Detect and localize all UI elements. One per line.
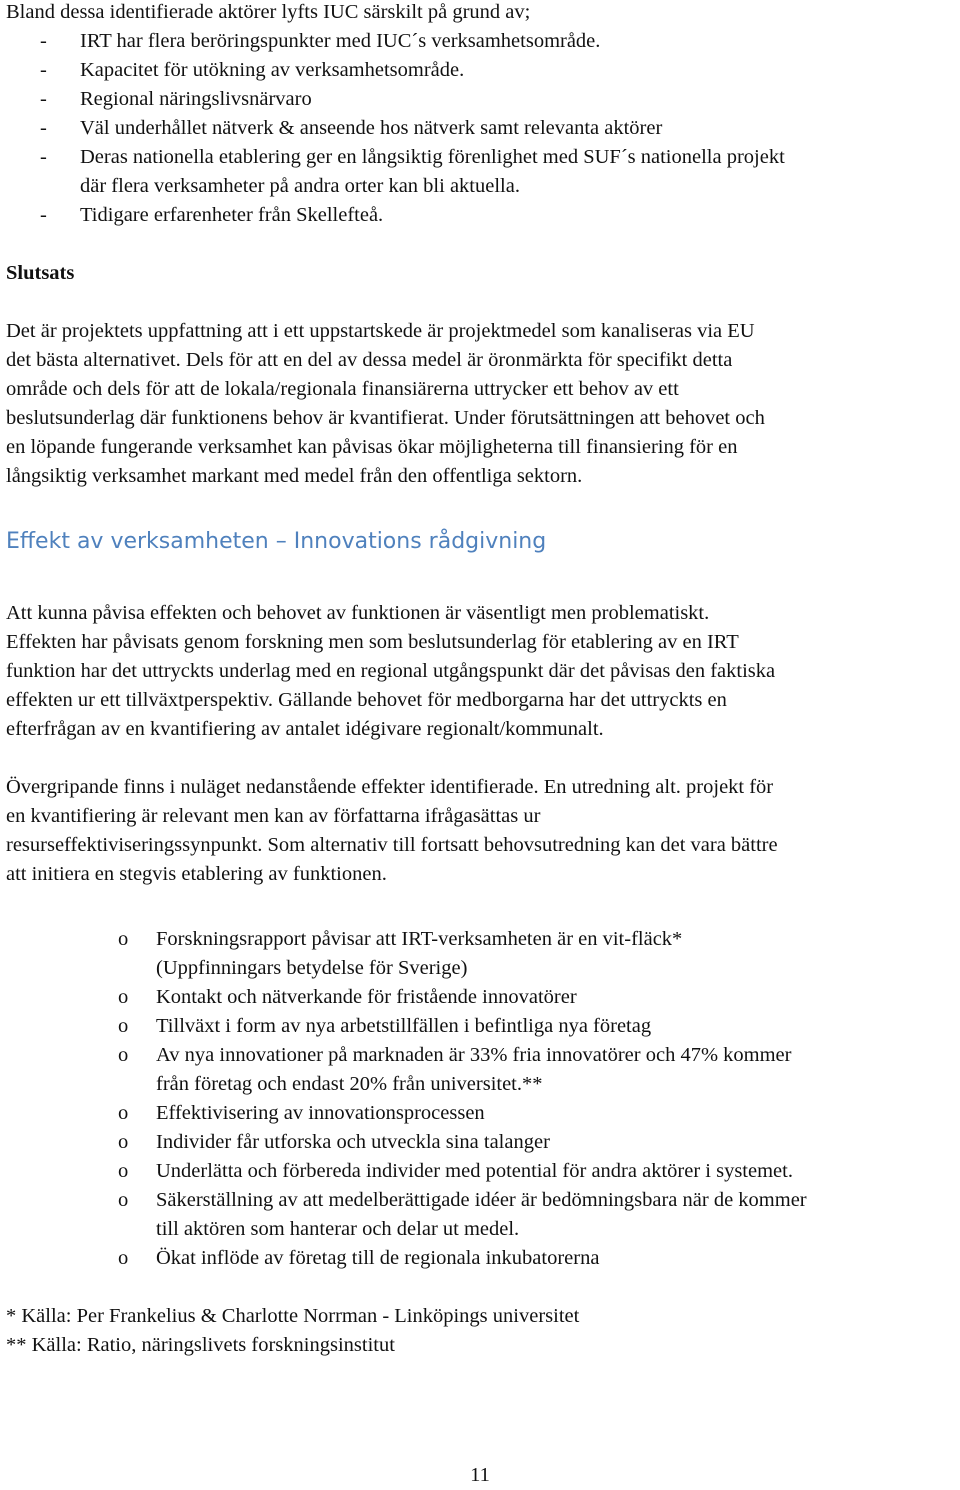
bullet-marker: o [118, 1131, 129, 1153]
dash-marker: - [40, 59, 47, 81]
intro-item-text: Deras nationella etablering ger en långsiktig förenlighet med SUF´s nationella projekt [80, 146, 785, 168]
bullet-marker: o [118, 1015, 129, 1037]
bullet-text: Effektivisering av innovationsprocessen [156, 1102, 485, 1124]
paragraph-line: långsiktig verksamhet markant med medel från den offentliga sektorn. [6, 465, 583, 487]
bullet-marker: o [118, 1247, 129, 1269]
paragraph-line: Övergripande finns i nuläget nedanstående effekter identifierade. En utredning alt. projekt för [6, 776, 774, 798]
bullet-marker: o [118, 928, 129, 950]
bullet-text: från företag och endast 20% från universitet.** [156, 1073, 543, 1095]
bullet-text: (Uppfinningars betydelse för Sverige) [156, 957, 468, 979]
paragraph-line: att initiera en stegvis etablering av funktionen. [6, 863, 387, 885]
paragraph-line: Det är projektets uppfattning att i ett uppstartskede är projektmedel som kanaliseras via EU [6, 320, 755, 342]
bullet-marker: o [118, 1102, 129, 1124]
bullet-marker: o [118, 1160, 129, 1182]
bullet-text: Tillväxt i form av nya arbetstillfällen i befintliga nya företag [156, 1015, 652, 1037]
intro-item-text: IRT har flera beröringspunkter med IUC´s verksamhetsområde. [80, 30, 601, 52]
paragraph-line: funktion har det uttryckts underlag med en regional utgångspunkt där det påvisas den faktiska [6, 660, 776, 682]
paragraph-line: resurseffektiviseringssynpunkt. Som alternativ till fortsatt behovsutredning kan det vara bättre [6, 834, 778, 856]
bullet-text: Kontakt och nätverkande för fristående innovatörer [156, 986, 577, 1008]
bullet-text: Av nya innovationer på marknaden är 33% fria innovatörer och 47% kommer [156, 1044, 792, 1066]
bullet-text: Säkerställning av att medelberättigade idéer är bedömningsbara när de kommer [156, 1189, 807, 1211]
intro-line: Bland dessa identifierade aktörer lyfts IUC särskilt på grund av; [6, 1, 531, 23]
paragraph-line: effekten ur ett tillväxtperspektiv. Gällande behovet för medborgarna har det uttryckts en [6, 689, 727, 711]
bullet-text: Ökat inflöde av företag till de regionala inkubatorerna [156, 1247, 600, 1269]
paragraph-line: Effekten har påvisats genom forskning men som beslutsunderlag för etablering av en IRT [6, 631, 739, 653]
paragraph-line: Att kunna påvisa effekten och behovet av funktionen är väsentligt men problematiskt. [6, 602, 710, 624]
paragraph-line: det bästa alternativet. Dels för att en del av dessa medel är öronmärkta för specifikt detta [6, 349, 733, 371]
bullet-text: till aktören som hanterar och delar ut medel. [156, 1218, 520, 1240]
footnote: ** Källa: Ratio, näringslivets forskningsinstitut [6, 1334, 395, 1356]
intro-item-text: Kapacitet för utökning av verksamhetsområde. [80, 59, 465, 81]
paragraph-line: beslutsunderlag där funktionens behov är kvantifierat. Under förutsättningen att behovet och [6, 407, 765, 429]
dash-marker: - [40, 117, 47, 139]
paragraph-line: efterfrågan av en kvantifiering av antalet idégivare regionalt/kommunalt. [6, 718, 604, 740]
intro-item-text: Väl underhållet nätverk & anseende hos nätverk samt relevanta aktörer [80, 117, 663, 139]
bullet-marker: o [118, 986, 129, 1008]
slutsats-heading: Slutsats [6, 262, 75, 284]
page-number: 11 [470, 1464, 490, 1486]
bullet-text: Individer får utforska och utveckla sina talanger [156, 1131, 550, 1153]
intro-item-text: Tidigare erfarenheter från Skellefteå. [80, 204, 384, 226]
paragraph-line: en kvantifiering är relevant men kan av författarna ifrågasättas ur [6, 805, 541, 827]
dash-marker: - [40, 30, 47, 52]
intro-item-text: Regional näringslivsnärvaro [80, 88, 312, 110]
intro-item-text: där flera verksamheter på andra orter kan bli aktuella. [80, 175, 520, 197]
bullet-marker: o [118, 1044, 129, 1066]
bullet-marker: o [118, 1189, 129, 1211]
dash-marker: - [40, 204, 47, 226]
bullet-text: Underlätta och förbereda individer med potential för andra aktörer i systemet. [156, 1160, 793, 1182]
dash-marker: - [40, 146, 47, 168]
dash-marker: - [40, 88, 47, 110]
footnote: * Källa: Per Frankelius & Charlotte Norrman - Linköpings universitet [6, 1305, 580, 1327]
paragraph-line: område och dels för att de lokala/regionala finansiärerna uttrycker ett behov av ett [6, 378, 679, 400]
bullet-text: Forskningsrapport påvisar att IRT-verksamheten är en vit-fläck* [156, 928, 683, 950]
paragraph-line: en löpande fungerande verksamhet kan påvisas ökar möjligheterna till finansiering för en [6, 436, 738, 458]
effekt-heading: Effekt av verksamheten – Innovations rådgivning [6, 529, 547, 554]
